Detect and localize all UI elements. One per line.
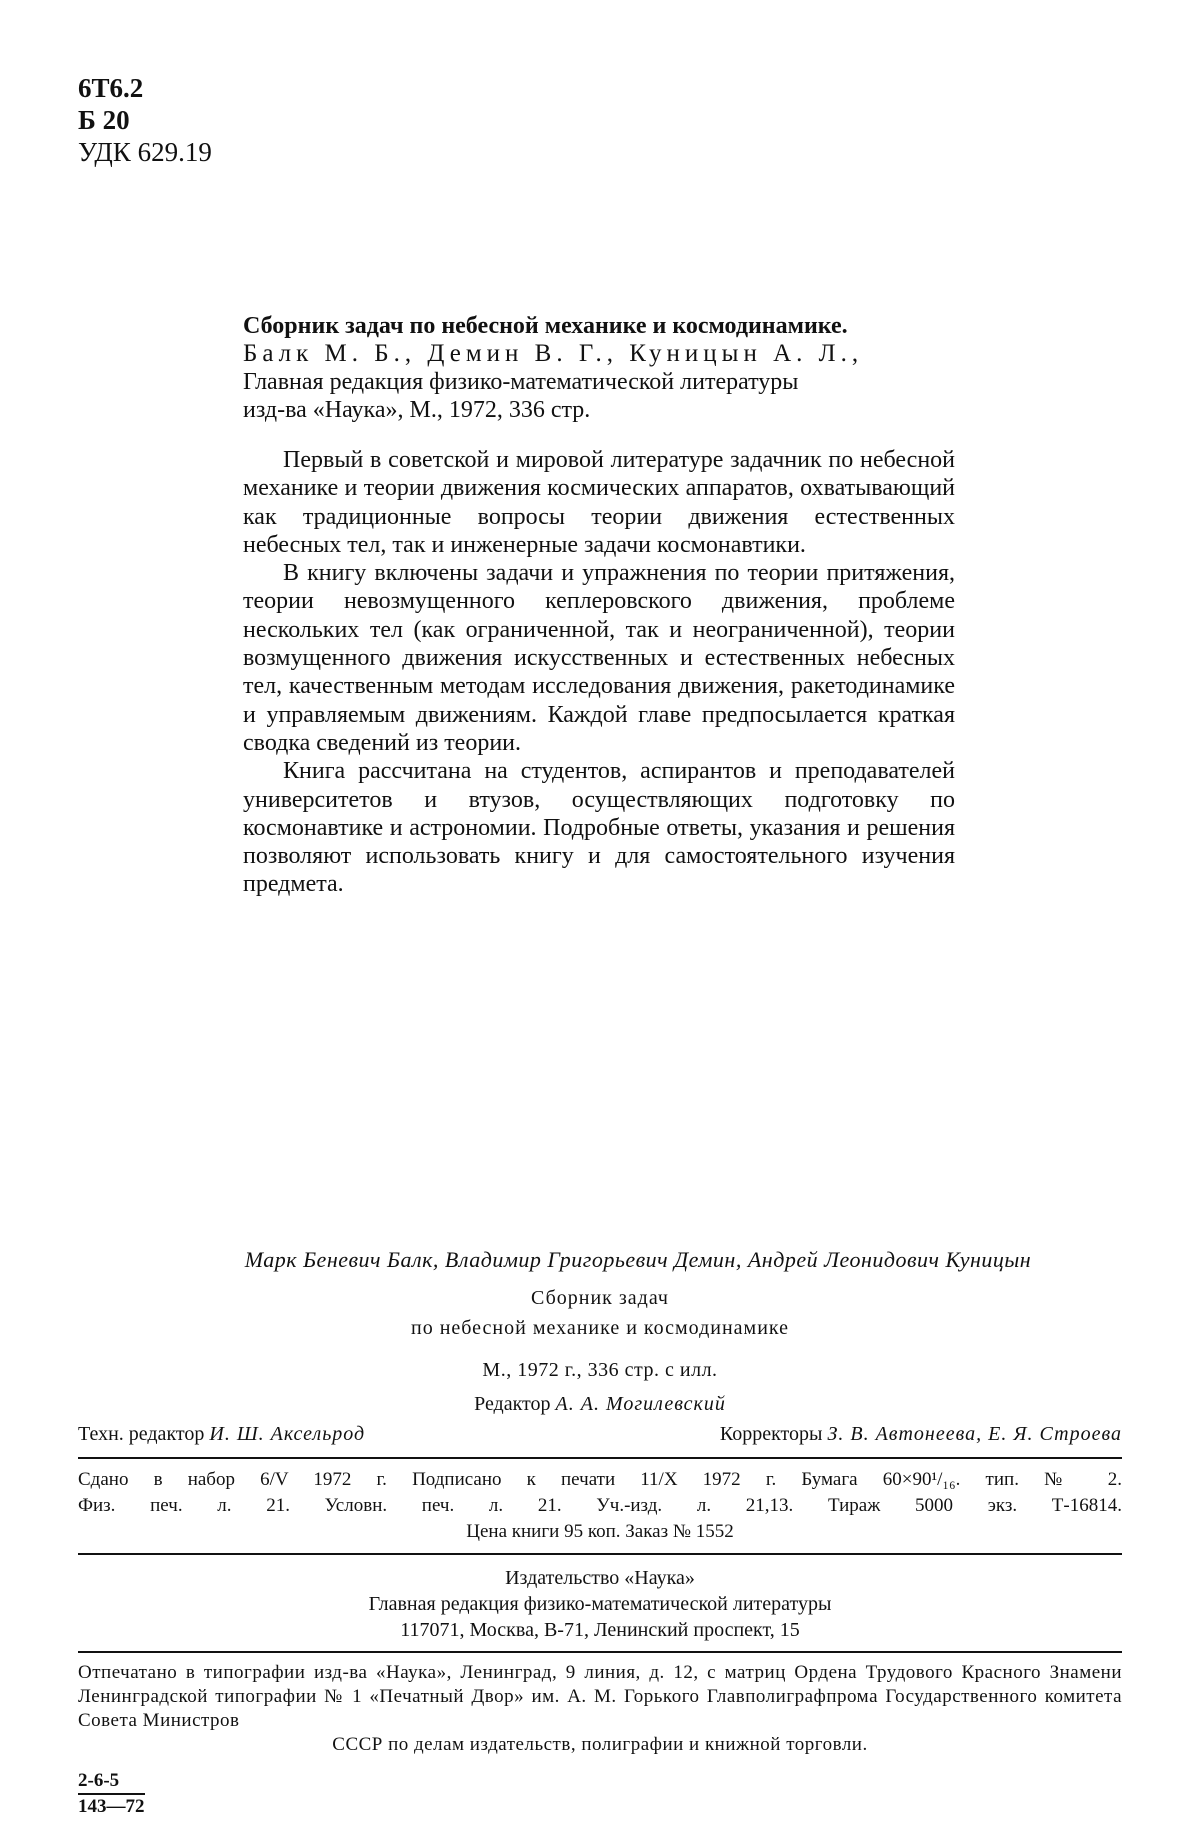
print-code-2: 143—72 <box>78 1793 145 1819</box>
imprint-block <box>78 1245 1122 1819</box>
publication-data <box>78 1467 1122 1545</box>
annotation-publisher-2: изд-ва «Наука», М., 1972, 336 стр. <box>243 397 591 423</box>
correctors-label: Корректоры <box>719 1423 823 1445</box>
publisher-division: Главная редакция физико-математической литературы <box>368 1593 832 1615</box>
annotation-paragraph: Книга рассчитана на студентов, аспирантов и преподавателей университетов и втузов, осуществляющих подготовку по космонавтике и астрономии. Подробные ответы, указания и решения позволяют использовать книгу и для самостоятельного изучения предмета. <box>243 758 955 898</box>
author-mark: Б 20 <box>78 105 130 135</box>
printer-text: Отпечатано в типографии изд-ва «Наука», Ленинград, 9 линия, д. 12, с матриц Ордена Трудового Красного Знамени Ленинградской типографии № 1 «Печатный Двор» им. А. М. Горького Главполиграфпрома Государственного комитета Совета Министров <box>78 1662 1122 1731</box>
imprint-staff <box>78 1419 1122 1449</box>
bbk-code: 6Т6.2 <box>78 73 144 103</box>
publisher-name: Издательство «Наука» <box>505 1567 695 1589</box>
imprint-book-title-line2: по небесной механике и космодинамике <box>410 1317 789 1339</box>
publisher-address: 117071, Москва, В-71, Ленинский проспект, 15 <box>400 1619 800 1641</box>
publisher-info <box>78 1565 1122 1643</box>
annotation-paragraph: Первый в советской и мировой литературе задачник по небесной механике и теории движения космических аппаратов, охватывающий как традиционные вопросы теории движения естественных небесных тел, так и инженерные задачи космонавтики. <box>243 447 955 558</box>
print-code-1: 2-6-5 <box>78 1770 120 1791</box>
publication-data-line2: Физ. печ. л. 21. Условн. печ. л. 21. Уч.-изд. л. 21,13. Тираж 5000 экз. Т-16814. <box>78 1495 1122 1516</box>
divider <box>78 1553 1122 1555</box>
correctors-names: З. В. Автонеева, Е. Я. Строева <box>827 1423 1122 1445</box>
annotation-block <box>243 312 955 899</box>
annotation-paragraph: В книгу включены задачи и упражнения по теории притяжения, теории невозмущенного кеплеровского движения, проблеме нескольких тел (как ограниченной, так и неограниченной), теории возмущенного движения искусственных и естественных небесных тел, качественным методам исследования движения, ракетодинамике и управляемым движениям. Каждой главе предпосылается краткая сводка сведений из теории. <box>243 560 955 756</box>
imprint-full-authors: Марк Беневич Балк, Владимир Григорьевич Демин, Андрей Леонидович Куницын <box>244 1247 1032 1272</box>
print-codes <box>78 1769 1122 1819</box>
divider <box>78 1457 1122 1459</box>
classification-codes <box>78 72 212 168</box>
annotation-header <box>243 312 955 424</box>
imprint-year-pages: М., 1972 г., 336 стр. с илл. <box>482 1359 718 1381</box>
tech-editor-label: Техн. редактор <box>78 1423 205 1445</box>
printer-text-last: СССР по делам издательств, полиграфии и книжной торговли. <box>332 1734 868 1755</box>
annotation-title: Сборник задач по небесной механике и космодинамике. <box>243 313 848 339</box>
imprint-editor <box>78 1389 1122 1419</box>
editor-name: А. А. Могилевский <box>555 1393 726 1415</box>
publication-data-line3: Цена книги 95 коп. Заказ № 1552 <box>466 1521 734 1542</box>
tech-editor <box>78 1419 365 1449</box>
editor-label: Редактор <box>474 1393 551 1415</box>
divider <box>78 1651 1122 1653</box>
imprint-book-title-line1: Сборник задач <box>531 1287 669 1309</box>
udc-code: УДК 629.19 <box>78 137 212 167</box>
annotation-body <box>243 446 955 899</box>
publication-data-line1: Сдано в набор 6/V 1972 г. Подписано к печати 11/X 1972 г. Бумага 60×90¹/₁₆. тип. № 2. <box>78 1469 1122 1490</box>
correctors <box>720 1419 1122 1449</box>
annotation-publisher: Главная редакция физико-математической литературы <box>243 369 799 395</box>
imprint-book-title <box>78 1283 1122 1343</box>
printer-info <box>78 1661 1122 1757</box>
annotation-authors: Балк М. Б., Демин В. Г., Куницын А. Л., <box>243 340 864 367</box>
tech-editor-name: И. Ш. Аксельрод <box>209 1423 366 1445</box>
